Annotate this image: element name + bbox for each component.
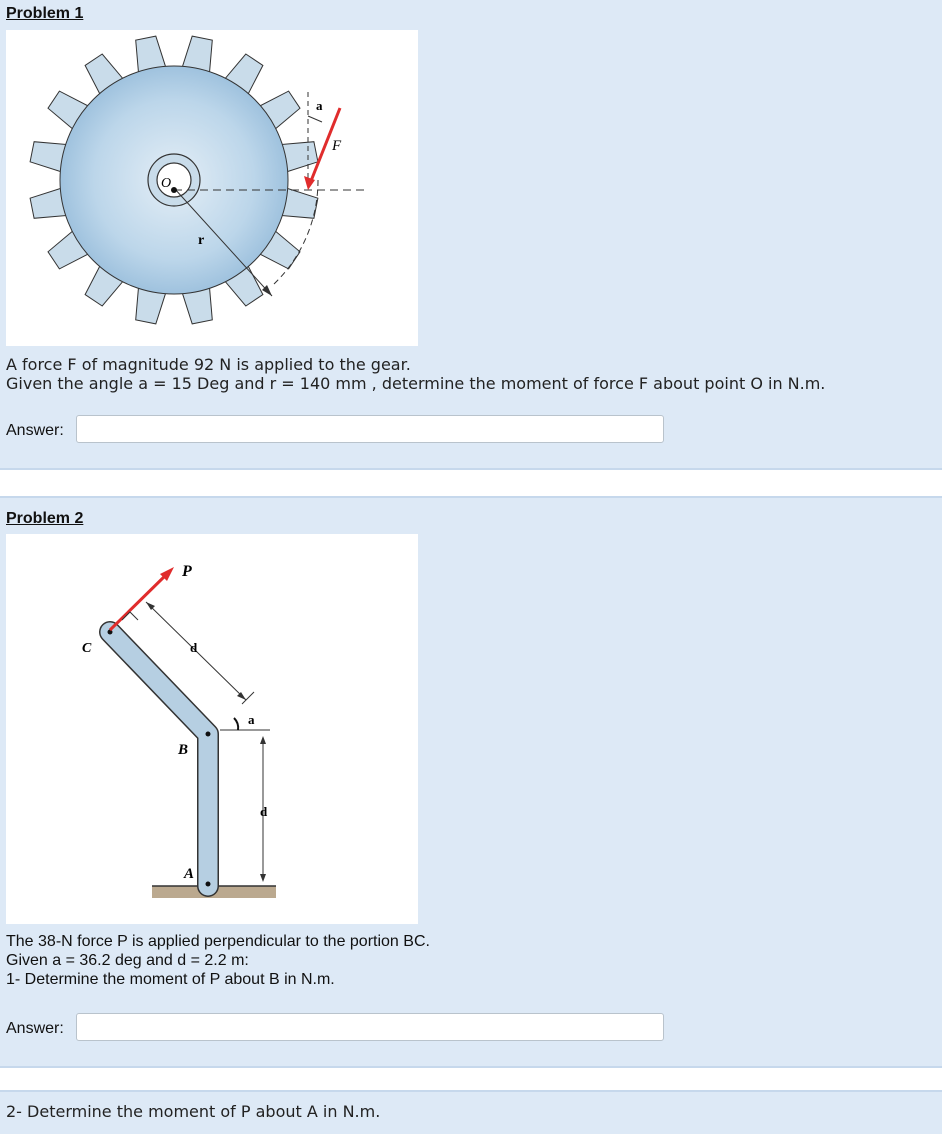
label-o: O [161, 176, 172, 191]
label-d-top: d [190, 640, 198, 655]
problem-1-text-2: Given the angle a = 15 Deg and r = 140 mm , determine the moment of force F about point O in N.m. [6, 374, 826, 393]
member-fill [110, 632, 208, 886]
problem-2-answer-label: Answer: [6, 1020, 64, 1037]
dimension-d-side-head-1 [260, 736, 266, 744]
label-f: F [332, 138, 342, 154]
angle-a-arc [234, 718, 238, 730]
bracket-diagram [6, 534, 418, 924]
dimension-d-side-head-2 [260, 874, 266, 882]
bracket-figure [6, 534, 418, 924]
label-b: B [178, 742, 189, 758]
problem-1-panel [0, 0, 942, 470]
point-o-dot [171, 187, 177, 193]
label-a: a [316, 98, 323, 113]
label-d-side: d [260, 804, 268, 819]
label-c: C [82, 641, 92, 656]
problem-1-title: Problem 1 [6, 5, 84, 22]
label-a-point: A [184, 866, 195, 882]
problem-2-text-2: Given a = 36.2 deg and d = 2.2 m: [6, 952, 249, 969]
force-p-arrow [110, 572, 169, 630]
gear-figure [6, 30, 418, 346]
problem-1-text-1: A force F of magnitude 92 N is applied to the gear. [6, 355, 411, 374]
problem-1-answer-input[interactable] [76, 415, 664, 443]
label-r: r [198, 233, 205, 248]
gear-diagram [6, 30, 418, 346]
label-p: P [182, 563, 192, 580]
problem-2-part-2-text: 2- Determine the moment of P about A in N.m. [6, 1102, 381, 1121]
point-a-dot [206, 882, 211, 887]
angle-marker [308, 116, 322, 122]
problem-1-answer-label: Answer: [6, 422, 64, 439]
problem-2-title: Problem 2 [6, 510, 84, 527]
label-a-angle: a [248, 712, 255, 727]
problem-2-panel [0, 496, 942, 1068]
problem-2-answer-input[interactable] [76, 1013, 664, 1041]
point-b-dot [206, 732, 211, 737]
problem-2-text-1: The 38-N force P is applied perpendicular to the portion BC. [6, 933, 430, 950]
problem-2-text-3: 1- Determine the moment of P about B in N.m. [6, 971, 335, 988]
problem-2-part-2-panel [0, 1090, 942, 1134]
